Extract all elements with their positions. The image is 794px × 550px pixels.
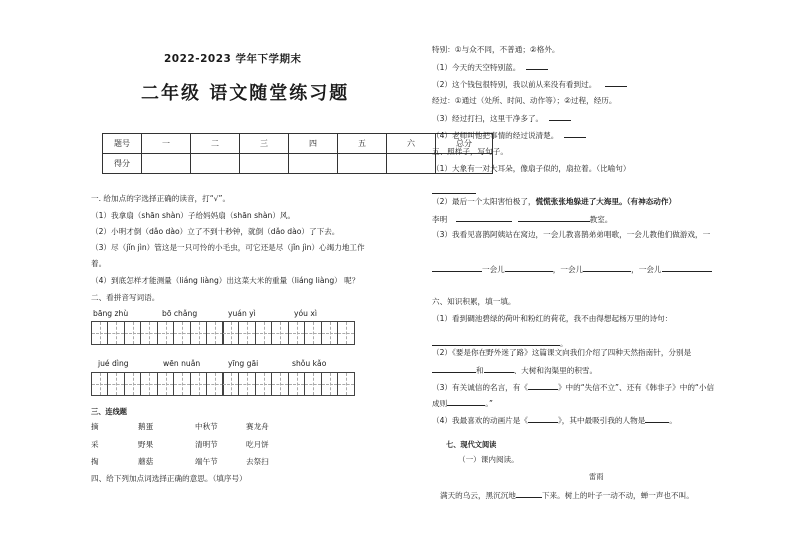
writing-grid[interactable] [321, 321, 355, 345]
q6-item [432, 397, 493, 409]
q3-title: 三、连线题 [91, 407, 127, 416]
q5-ex2-subject: 李明 [432, 215, 448, 224]
pass-item-text: （4）老师叫他把事情的经过说清楚。 [432, 131, 559, 140]
match-festival-item[interactable]: 中秋节 [195, 422, 218, 431]
q5-ex3-piece: 一会儿 [482, 265, 505, 274]
answer-blank[interactable] [605, 78, 627, 87]
match-left-item[interactable]: 摘 [91, 422, 99, 431]
match-mid-item[interactable]: 鹅蛋 [138, 422, 154, 431]
writing-grid[interactable] [255, 372, 289, 396]
q5-ex2-text: （2）最后一个太阳害怕极了， [432, 197, 536, 206]
answer-blank[interactable] [447, 397, 485, 406]
writing-grid[interactable] [222, 372, 256, 396]
match-custom-item[interactable]: 去祭扫 [246, 457, 269, 466]
writing-grid[interactable] [157, 321, 191, 345]
q6-text: 成则 [432, 399, 448, 408]
q1-item: （1）我拿扇（shān shàn）子给妈妈扇（shān shàn）风。 [91, 211, 296, 220]
score-header-cell: 五 [338, 134, 387, 154]
q6-text: 和 [476, 366, 484, 375]
q1-item: （3）尽（jǐn jìn）管这是一只可怜的小毛虫，可它还是尽（jǐn jìn）心竭力地工作 [91, 243, 365, 252]
q5-ex2-answer [432, 213, 612, 225]
score-input-cell[interactable] [387, 154, 436, 174]
score-header-cell: 一 [142, 134, 191, 154]
q5-ex3-answer [432, 263, 712, 275]
answer-blank[interactable] [432, 263, 482, 272]
q5-example [432, 196, 676, 207]
writing-grid[interactable] [124, 372, 158, 396]
answer-blank[interactable] [662, 263, 712, 272]
match-custom-item[interactable]: 赛龙舟 [246, 422, 269, 431]
score-header-cell: 四 [289, 134, 338, 154]
q5-example: （1）大象有一对大耳朵，像扇子似的，扇拉着。（比喻句） [432, 164, 631, 173]
pass-item [432, 112, 571, 124]
q6-text: （3）有关诚信的名言，有《 [432, 383, 528, 392]
special-item-text: （1）今天的天空特别蓝。 [432, 63, 521, 72]
pass-item [432, 129, 586, 141]
answer-blank[interactable] [456, 213, 512, 222]
passage-text [440, 489, 694, 501]
special-item [432, 78, 627, 90]
pinyin-label: wēn nuǎn [163, 359, 201, 368]
answer-blank[interactable] [505, 263, 553, 272]
writing-grid[interactable] [288, 372, 322, 396]
writing-grid[interactable] [288, 321, 322, 345]
writing-grid[interactable] [91, 321, 125, 345]
answer-blank[interactable] [645, 414, 669, 423]
writing-grid[interactable] [190, 372, 224, 396]
writing-grid[interactable] [222, 321, 256, 345]
pinyin-label: yóu xì [294, 309, 317, 318]
pinyin-label: shǒu kǎo [292, 359, 327, 368]
special-item [432, 61, 548, 73]
match-left-item[interactable]: 采 [91, 440, 99, 449]
score-header-cell: 总分 [436, 134, 493, 154]
q5-ex3-piece: ，一会儿 [552, 265, 584, 274]
answer-blank[interactable] [564, 129, 586, 138]
q1-title: 一. 给加点的字选择正确的读音，打“√”。 [91, 194, 231, 203]
match-festival-item[interactable]: 端午节 [195, 457, 218, 466]
writing-grid[interactable] [91, 372, 125, 396]
q6-item [432, 364, 597, 376]
q6-item: （4）我最喜欢的动画片是《 》，其中最吸引我的人物是 。 [432, 416, 677, 425]
writing-grid[interactable] [190, 321, 224, 345]
q6-item: （2）《要是你在野外迷了路》这篇课文向我们介绍了四种天然指南针，分别是 [432, 348, 692, 357]
q2-title: 二、看拼音写词语。 [91, 293, 160, 302]
answer-blank[interactable] [432, 364, 476, 373]
q5-ex2-end: 教室。 [589, 215, 613, 224]
answer-blank[interactable] [528, 414, 558, 423]
q5-ex3-piece: ，一会儿 [631, 265, 662, 274]
writing-grid[interactable] [157, 372, 191, 396]
q6-answer-line[interactable]: 。 [432, 331, 568, 350]
q4-title: 四、给下列加点词选择正确的意思。（填序号） [91, 474, 247, 483]
pinyin-label: bō chǎng [162, 309, 198, 318]
score-row-label: 得分 [103, 154, 142, 174]
match-left-item[interactable]: 掏 [91, 457, 99, 466]
passage-part: 满天的乌云，黑沉沉地 [440, 491, 516, 500]
pinyin-label: yuán yì [228, 309, 256, 318]
q7-title: 七、现代文阅读 [446, 440, 497, 449]
special-item-text: （2）这个钱包很特别，我以前从来没有看到过。 [432, 80, 597, 89]
answer-blank[interactable] [518, 213, 590, 222]
q1-item: 着。 [91, 259, 107, 268]
score-header-cell: 六 [387, 134, 436, 154]
passage-title: 雷雨 [589, 472, 604, 481]
match-festival-item[interactable]: 清明节 [195, 440, 218, 449]
score-input-cell[interactable] [240, 154, 289, 174]
q6-text: 、大树和沟渠里的积雪。 [513, 366, 598, 375]
match-mid-item[interactable]: 野果 [138, 440, 154, 449]
q1-item: （2）小明才倒（dǎo dào）立了不到十秒钟，就倒（dǎo dào）了下去。 [91, 227, 340, 236]
score-header-cell: 题号 [103, 134, 142, 154]
pass-item-text: （3）经过打扫，这里干净多了。 [432, 114, 544, 123]
answer-blank[interactable] [516, 489, 542, 498]
writing-grid[interactable] [255, 321, 289, 345]
q5-example: （3）我看见喜鹊阿姨站在窝边，一会儿教喜鹊弟弟唱歌，一会儿教他们做游戏，一 [432, 230, 711, 239]
q5-title: 五、照样子，写句子。 [432, 147, 508, 156]
page-title: 二年级 语文随堂练习题 [141, 83, 350, 104]
answer-blank[interactable] [528, 381, 558, 390]
q6-text: （4）我最喜欢的动画片是《 [432, 416, 528, 425]
score-header-cell: 三 [240, 134, 289, 154]
q7-subtitle: （一）课内阅读。 [458, 455, 519, 464]
pass-definition: 经过：①通过（处所、时间、动作等）；②过程，经历。 [432, 96, 617, 105]
answer-blank[interactable] [526, 61, 548, 70]
q6-item [432, 381, 714, 393]
q6-text: 。” [485, 399, 493, 408]
answer-blank[interactable] [549, 112, 571, 121]
score-input-cell[interactable] [289, 154, 338, 174]
q6-title: 六、知识积累，填一填。 [432, 297, 516, 306]
score-header-cell: 二 [191, 134, 240, 154]
pinyin-label: yīng gāi [228, 359, 259, 368]
pinyin-label: bāng zhù [93, 309, 129, 318]
writing-grid[interactable] [321, 372, 355, 396]
q6-text: 》，其中最吸引我的人物是 [557, 416, 646, 425]
pinyin-label: jué dìng [98, 359, 129, 368]
q5-ex2-bold: 慌慌张张地躲进了大海里。（有神态动作） [535, 197, 677, 206]
answer-blank[interactable] [484, 364, 514, 373]
passage-part: 下来。树上的叶子一动不动，蝉一声也不叫。 [541, 491, 694, 500]
score-input-cell[interactable] [191, 154, 240, 174]
exam-year: 2022-2023 学年下学期末 [164, 53, 302, 65]
score-input-cell[interactable] [142, 154, 191, 174]
match-custom-item[interactable]: 吃月饼 [246, 440, 269, 449]
q6-text: 》中的“失信不立”、还有《韩非子》中的“小信 [557, 383, 715, 392]
match-mid-item[interactable]: 蘑菇 [138, 457, 154, 466]
writing-grid[interactable] [124, 321, 158, 345]
q6-item: （1）看到碉池碧绿的荷叶和粉红的荷花，我不由得想起杨万里的诗句： [432, 314, 673, 323]
special-definition: 特别：①与众不同，不普通；②格外。 [432, 45, 560, 54]
score-input-cell[interactable] [338, 154, 387, 174]
answer-blank[interactable] [583, 263, 631, 272]
q1-item: （4）到底怎样才能测量（liáng liàng）出这菜大米的重量（liáng liàng） 呢？ [91, 276, 360, 285]
